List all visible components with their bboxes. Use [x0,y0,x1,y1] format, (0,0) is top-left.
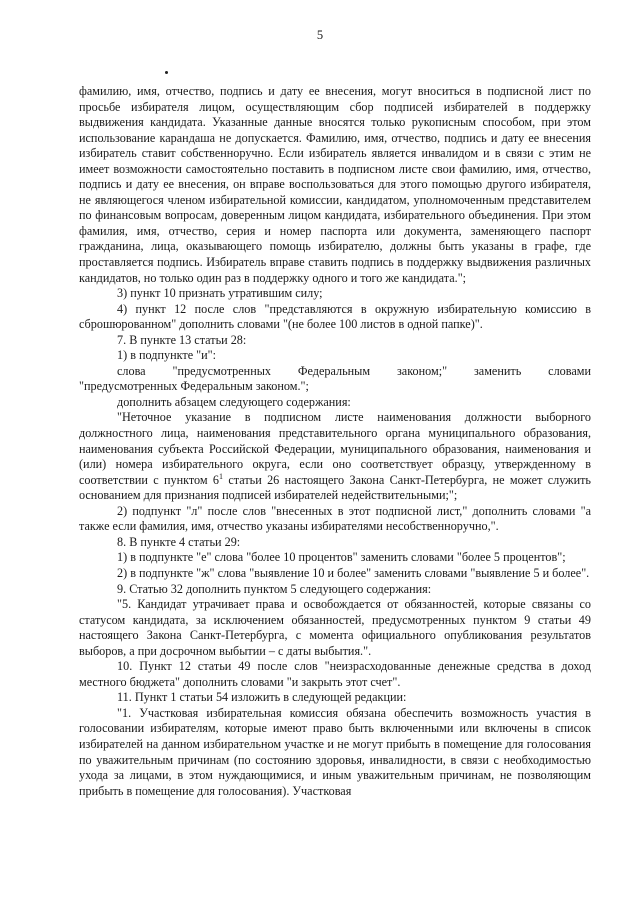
paragraph: 7. В пункте 13 статьи 28: [117,332,247,347]
document-body [79,84,591,799]
paragraph: фамилию, имя, отчество, подпись и дату ее внесения, могут вноситься в подписной лист по просьбе избирателя лицом, осуществляющим сбор подписей избирателей в поддержку выдвижения кандидата. Указанные данные вносятся только рукописным способом, при этом использование карандаша не допускается. Фамилию, имя, отчество, подпись и дату ее внесения избиратель ставит собственноручно. Если избиратель является инвалидом и в связи с этим не имеет возможности самостоятельно поставить в подписном листе свои фамилию, имя, отчество, подпись и дату ее внесения, он вправе воспользоваться для этого помощью другого избирателя, не являющегося членом избирательной комиссии, кандидатом, уполномоченным представителем по финансовым вопросам, доверенным лицом кандидата, избирательного объединения. При этом фамилия, имя, отчество, серия и номер паспорта или документа, заменяющего паспорт гражданина, лица, оказывающего помощь избирателю, должны быть указаны в графе, где проставляется подпись. Избиратель вправе ставить подпись в поддержку выдвижения различных кандидатов, но только один раз в поддержку одного и того же кандидата."; [79,84,591,285]
paragraph-text: "Неточное указание в подписном листе наименования должности выборного должностного лица, наименования представительного органа муниципального образования, наименования субъекта Российской Федерации, муниципального образования, наименования и (или) номера избирательного округа, если оно соответствует образцу, утвержденному в соответствии с пунктом 6 [79,410,591,487]
paragraph: 9. Статью 32 дополнить пунктом 5 следующего содержания: [117,581,432,596]
paragraph: "1. Участковая избирательная комиссия обязана обеспечить возможность участия в голосовании избирателям, которые имеют право быть включенными или включены в список избирателей на данном избирательном участке и не могут прибыть в помещение для голосования по уважительным причинам (по состоянию здоровья, инвалидности, в связи с необходимостью ухода за лицами, в этом нуждающимися, и иным уважительным причинам, не позволяющим прибыть в помещение для голосования). Участковая [79,705,591,798]
paragraph: дополнить абзацем следующего содержания: [117,394,351,409]
paragraph: 3) пункт 10 признать утратившим силу; [117,286,323,301]
paragraph: 10. Пункт 12 статьи 49 после слов "неизрасходованные денежные средства в доход местного бюджета" дополнить словами "и закрыть этот счет". [79,659,591,689]
paragraph: 2) в подпункте "ж" слова "выявление 10 и более" заменить словами "выявление 5 и более". [117,565,590,580]
paragraph: "5. Кандидат утрачивает права и освобождается от обязанностей, которые связаны со статусом кандидата, за исключением обязанностей, предусмотренных пунктом 9 статьи 49 настоящего Закона Санкт-Петербурга, с момента официального опубликования результатов выборов, а при досрочном выбытии – с даты выбытия.". [79,597,591,658]
paragraph: 1) в подпункте "е" слова "более 10 процентов" заменить словами "более 5 процентов"; [117,550,566,565]
paragraph: 1) в подпункте "и": [117,348,217,363]
paragraph: слова "предусмотренных Федеральным законом;" заменить словами [117,363,591,378]
paragraph: 2) подпункт "л" после слов "внесенных в этот подписной лист," дополнить словами "а также если фамилия, имя, отчество указаны избирателями несобственноручно,". [79,503,591,534]
paragraph-text: статьи 26 настоящего Закона Санкт-Петербурга, не может служить основанием для признания подписей избирателей недействительными;"; [79,472,591,503]
superscript: 1 [219,471,224,481]
paragraph [79,410,591,503]
paragraph: "предусмотренных Федеральным законом."; [79,379,309,394]
page-number: 5 [316,28,324,42]
scan-speck [165,71,168,74]
paragraph: 8. В пункте 4 статьи 29: [117,534,241,549]
paragraph: 11. Пункт 1 статьи 54 изложить в следующей редакции: [117,690,407,705]
paragraph: 4) пункт 12 после слов "представляются в окружную избирательную комиссию в сброшюрованном" дополнить словами "(не более 100 листов в одной папке)". [79,301,591,332]
